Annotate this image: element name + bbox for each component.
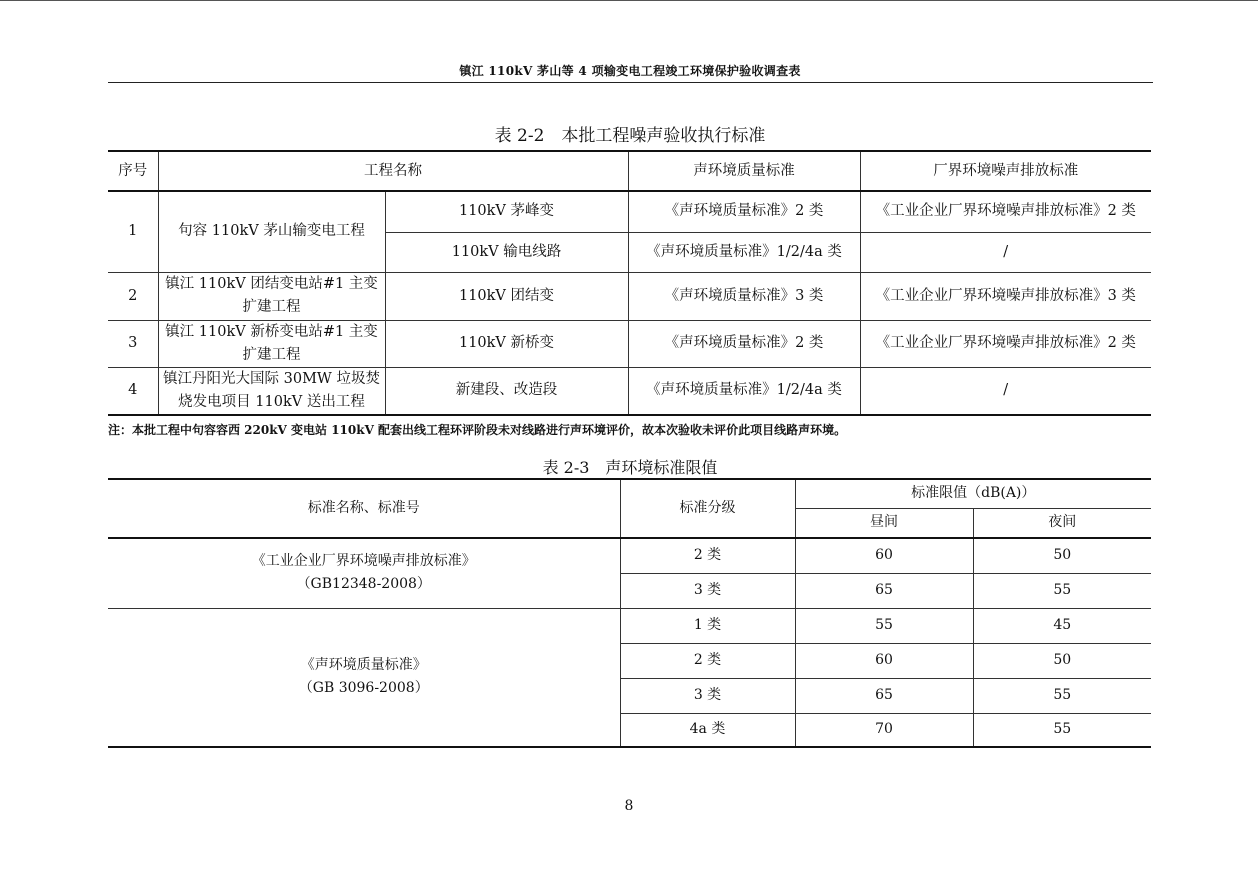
table-row (108, 538, 1151, 573)
day-limit-cell: 55 (795, 608, 973, 643)
night-limit-cell: 55 (973, 573, 1151, 608)
boundary-standard: 《工业企业厂界环境噪声排放标准》2 类 (860, 320, 1151, 367)
table-header-row (108, 151, 1151, 191)
header-project-name: 工程名称 (158, 151, 628, 191)
row-no: 2 (108, 272, 158, 320)
project-name: 镇江 110kV 团结变电站#1 主变扩建工程 (158, 272, 385, 320)
grade-cell: 3 类 (620, 678, 795, 713)
boundary-standard: 《工业企业厂界环境噪声排放标准》3 类 (860, 272, 1151, 320)
night-limit-cell: 50 (973, 538, 1151, 573)
header-quality-standard: 声环境质量标准 (628, 151, 860, 191)
standard-name: 《声环境质量标准》 (300, 657, 427, 674)
sub-project: 新建段、改造段 (385, 367, 628, 415)
grade-cell: 4a 类 (620, 713, 795, 747)
header-day: 昼间 (795, 508, 973, 538)
quality-standard: 《声环境质量标准》2 类 (628, 320, 860, 367)
header-limit: 标准限值（dB(A)） (795, 479, 1151, 508)
table-2-3 (108, 478, 1151, 748)
grade-cell: 1 类 (620, 608, 795, 643)
table-2-2 (108, 150, 1151, 416)
day-limit-cell: 60 (795, 538, 973, 573)
boundary-standard: / (860, 367, 1151, 415)
boundary-standard: 《工业企业厂界环境噪声排放标准》2 类 (860, 191, 1151, 232)
quality-standard: 《声环境质量标准》3 类 (628, 272, 860, 320)
running-head: 镇江 110kV 茅山等 4 项输变电工程竣工环境保护验收调查表 (459, 64, 801, 78)
day-limit-cell: 60 (795, 643, 973, 678)
boundary-standard: / (860, 232, 1151, 272)
header-boundary-standard: 厂界环境噪声排放标准 (860, 151, 1151, 191)
standard-code: （GB 3096-2008） (298, 680, 429, 697)
day-limit-cell: 65 (795, 573, 973, 608)
quality-standard: 《声环境质量标准》1/2/4a 类 (628, 367, 860, 415)
header-rule (108, 82, 1153, 83)
table-note: 注：本批工程中句容容西 220kV 变电站 110kV 配套出线工程环评阶段未对线路进行声环境评价，故本次验收未评价此项目线路声环境。 (108, 423, 847, 437)
standard-code: （GB12348-2008） (296, 576, 431, 593)
night-limit-cell: 50 (973, 643, 1151, 678)
standard-name: 《工业企业厂界环境噪声排放标准》 (251, 553, 476, 570)
project-name: 镇江丹阳光大国际 30MW 垃圾焚烧发电项目 110kV 送出工程 (158, 367, 385, 415)
table-row (108, 191, 1151, 232)
grade-cell: 2 类 (620, 643, 795, 678)
header-no: 序号 (108, 151, 158, 191)
day-limit-cell: 65 (795, 678, 973, 713)
project-name: 句容 110kV 茅山输变电工程 (158, 191, 385, 272)
table-header-row (108, 479, 1151, 508)
table-row (108, 608, 1151, 643)
night-limit-cell: 55 (973, 678, 1151, 713)
quality-standard: 《声环境质量标准》1/2/4a 类 (628, 232, 860, 272)
day-limit-cell: 70 (795, 713, 973, 747)
standard-name-cell (108, 538, 620, 608)
table-row (108, 272, 1151, 320)
grade-cell: 2 类 (620, 538, 795, 573)
quality-standard: 《声环境质量标准》2 类 (628, 191, 860, 232)
row-no: 3 (108, 320, 158, 367)
top-border-line (0, 0, 1258, 1)
header-grade: 标准分级 (620, 479, 795, 538)
table-2-3-caption: 表 2-3 声环境标准限值 (542, 458, 718, 477)
table-row (108, 367, 1151, 415)
sub-project: 110kV 新桥变 (385, 320, 628, 367)
header-night: 夜间 (973, 508, 1151, 538)
grade-cell: 3 类 (620, 573, 795, 608)
project-name: 镇江 110kV 新桥变电站#1 主变扩建工程 (158, 320, 385, 367)
night-limit-cell: 45 (973, 608, 1151, 643)
night-limit-cell: 55 (973, 713, 1151, 747)
sub-project: 110kV 团结变 (385, 272, 628, 320)
sub-project: 110kV 输电线路 (385, 232, 628, 272)
standard-name-cell (108, 608, 620, 747)
table-2-2-caption: 表 2-2 本批工程噪声验收执行标准 (494, 126, 766, 146)
table-row (108, 320, 1151, 367)
sub-project: 110kV 茅峰变 (385, 191, 628, 232)
row-no: 4 (108, 367, 158, 415)
row-no: 1 (108, 191, 158, 272)
page-number: 8 (624, 798, 634, 814)
header-standard-name: 标准名称、标准号 (108, 479, 620, 538)
